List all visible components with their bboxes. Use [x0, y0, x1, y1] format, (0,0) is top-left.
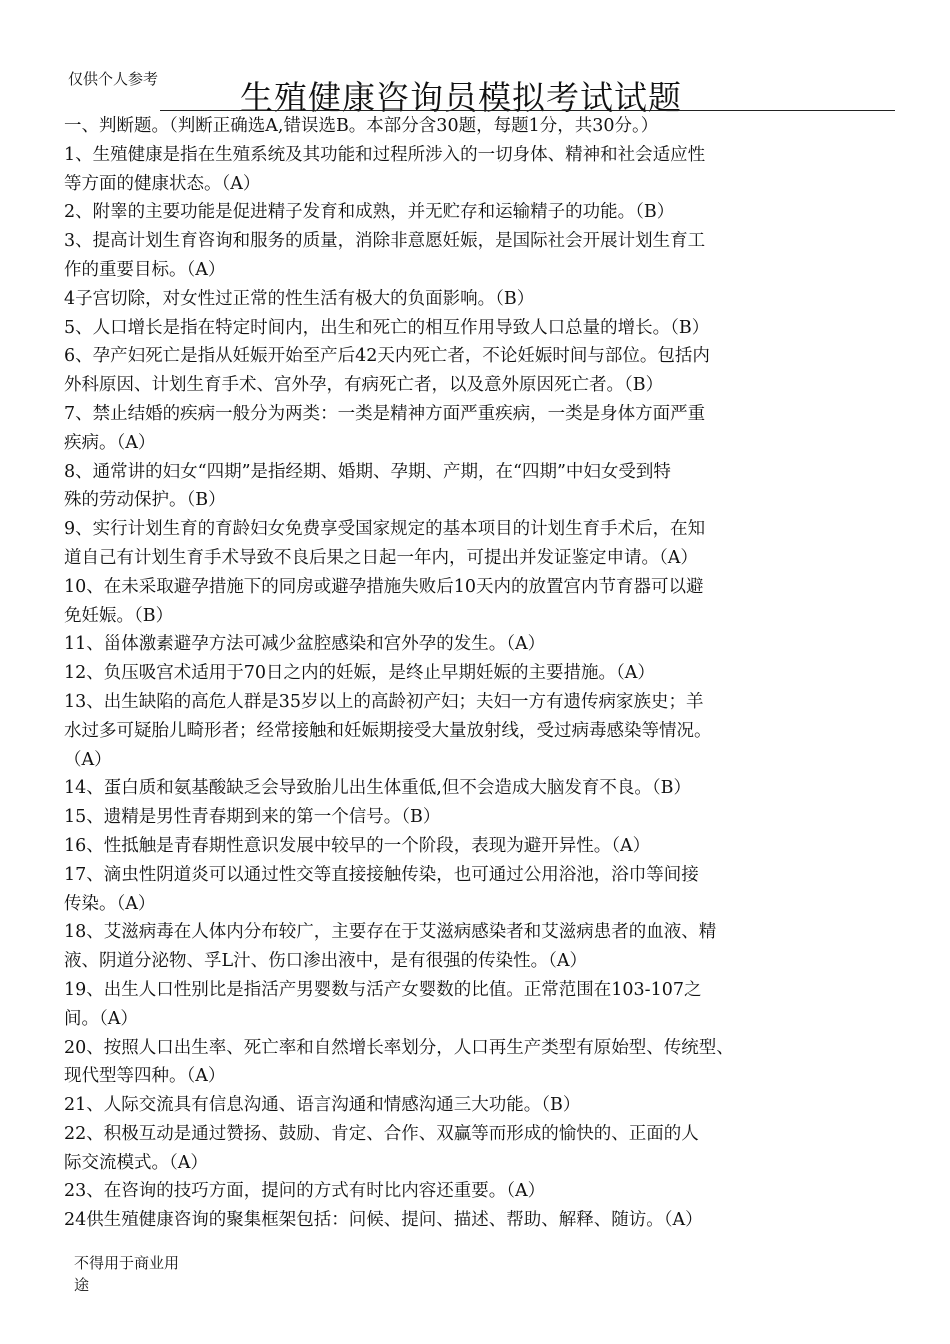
text-line: 9、实行计划生育的育龄妇女免费享受国家规定的基本项目的计划生育手术后，在知	[64, 519, 706, 540]
text-line: 免妊娠。（B）	[64, 605, 174, 626]
text-line: 4子宫切除，对女性过正常的性生活有极大的负面影响。（B）	[64, 288, 535, 309]
header-note: 仅供个人参考	[68, 70, 159, 88]
text-line: 19、出生人口性别比是指活产男婴数与活产女婴数的比值。正常范围在103-107之	[64, 979, 702, 1000]
text-line: 2、附睾的主要功能是促进精子发育和成熟，并无贮存和运输精子的功能。（B）	[64, 202, 675, 223]
text-line: 23、在咨询的技巧方面，提问的方式有时比内容还重要。（A）	[64, 1181, 546, 1202]
footer-note	[74, 1252, 179, 1296]
text-line: 24供生殖健康咨询的聚集框架包括：问候、提问、描述、帮助、解释、随访。（A）	[64, 1210, 703, 1231]
document-title: 生殖健康咨询员模拟考试试题	[240, 78, 682, 117]
title-underline	[160, 110, 895, 111]
text-line: 1、生殖健康是指在生殖系统及其功能和过程所涉入的一切身体、精神和社会适应性	[64, 144, 706, 165]
text-line: 殊的劳动保护。（B）	[64, 490, 226, 511]
text-line: 10、在未采取避孕措施下的同房或避孕措施失败后10天内的放置宫内节育器可以避	[64, 576, 704, 597]
text-line: 现代型等四种。（A）	[64, 1066, 226, 1087]
text-line: 等方面的健康状态。（A）	[64, 173, 261, 194]
footer-note-line-1: 不得用于商业用	[74, 1254, 180, 1272]
text-line: 11、甾体激素避孕方法可减少盆腔感染和宫外孕的发生。（A）	[64, 634, 546, 655]
text-line: 5、人口增长是指在特定时间内，出生和死亡的相互作用导致人口总量的增长。（B）	[64, 317, 710, 338]
text-line: 水过多可疑胎儿畸形者；经常接触和妊娠期接受大量放射线，受过病毒感染等情况。	[64, 720, 712, 741]
text-line: 液、阴道分泌物、孚L汁、伤口渗出液中，是有很强的传染性。（A）	[64, 951, 588, 972]
document-body	[64, 112, 914, 1235]
text-line: 13、出生缺陷的高危人群是35岁以上的高龄初产妇；夫妇一方有遗传病家族史；羊	[64, 691, 704, 712]
footer-note-line-2: 途	[74, 1276, 90, 1294]
text-line: 17、滴虫性阴道炎可以通过性交等直接接触传染，也可通过公用浴池，浴巾等间接	[64, 864, 699, 885]
text-line: 3、提高计划生育咨询和服务的质量，消除非意愿妊娠，是国际社会开展计划生育工	[64, 231, 706, 252]
text-line: 20、按照人口出生率、死亡率和自然增长率划分，人口再生产类型有原始型、传统型、	[64, 1037, 734, 1058]
text-line: 道自己有计划生育手术导致不良后果之日起一年内，可提出并发证鉴定申请。（A）	[64, 547, 698, 568]
text-line: 8、通常讲的妇女“四期”是指经期、婚期、孕期、产期，在“四期”中妇女受到特	[64, 461, 671, 482]
text-line: 疾病。（A）	[64, 432, 156, 453]
text-line: 一、判断题。（判断正确选A,错误选B。本部分含30题，每题1分，共30分。）	[64, 116, 659, 136]
text-line: 作的重要目标。（A）	[64, 259, 226, 280]
text-line: 14、蛋白质和氨基酸缺乏会导致胎儿出生体重低,但不会造成大脑发育不良。（B）	[64, 778, 691, 799]
text-line: 12、负压吸宫术适用于70日之内的妊娠，是终止早期妊娠的主要措施。（A）	[64, 663, 655, 684]
text-line: 传染。（A）	[64, 893, 156, 914]
text-line: 6、孕产妇死亡是指从妊娠开始至产后42天内死亡者，不论妊娠时间与部位。包括内	[64, 346, 710, 367]
text-line: 22、积极互动是通过赞扬、鼓励、肯定、合作、双赢等而形成的愉快的、正面的人	[64, 1123, 699, 1144]
text-line: 际交流模式。（A）	[64, 1152, 208, 1173]
text-line: （A）	[64, 749, 112, 770]
text-line: 18、艾滋病毒在人体内分布较广，主要存在于艾滋病感染者和艾滋病患者的血液、精	[64, 922, 717, 943]
text-line: 外科原因、计划生育手术、宫外孕，有病死亡者，以及意外原因死亡者。（B）	[64, 375, 664, 396]
text-line: 15、遗精是男性青春期到来的第一个信号。（B）	[64, 807, 441, 828]
text-line: 间。（A）	[64, 1008, 138, 1029]
text-line: 7、禁止结婚的疾病一般分为两类：一类是精神方面严重疾病，一类是身体方面严重	[64, 403, 706, 424]
text-line: 16、性抵触是青春期性意识发展中较早的一个阶段，表现为避开异性。（A）	[64, 835, 651, 856]
text-line: 21、人际交流具有信息沟通、语言沟通和情感沟通三大功能。（B）	[64, 1095, 581, 1116]
